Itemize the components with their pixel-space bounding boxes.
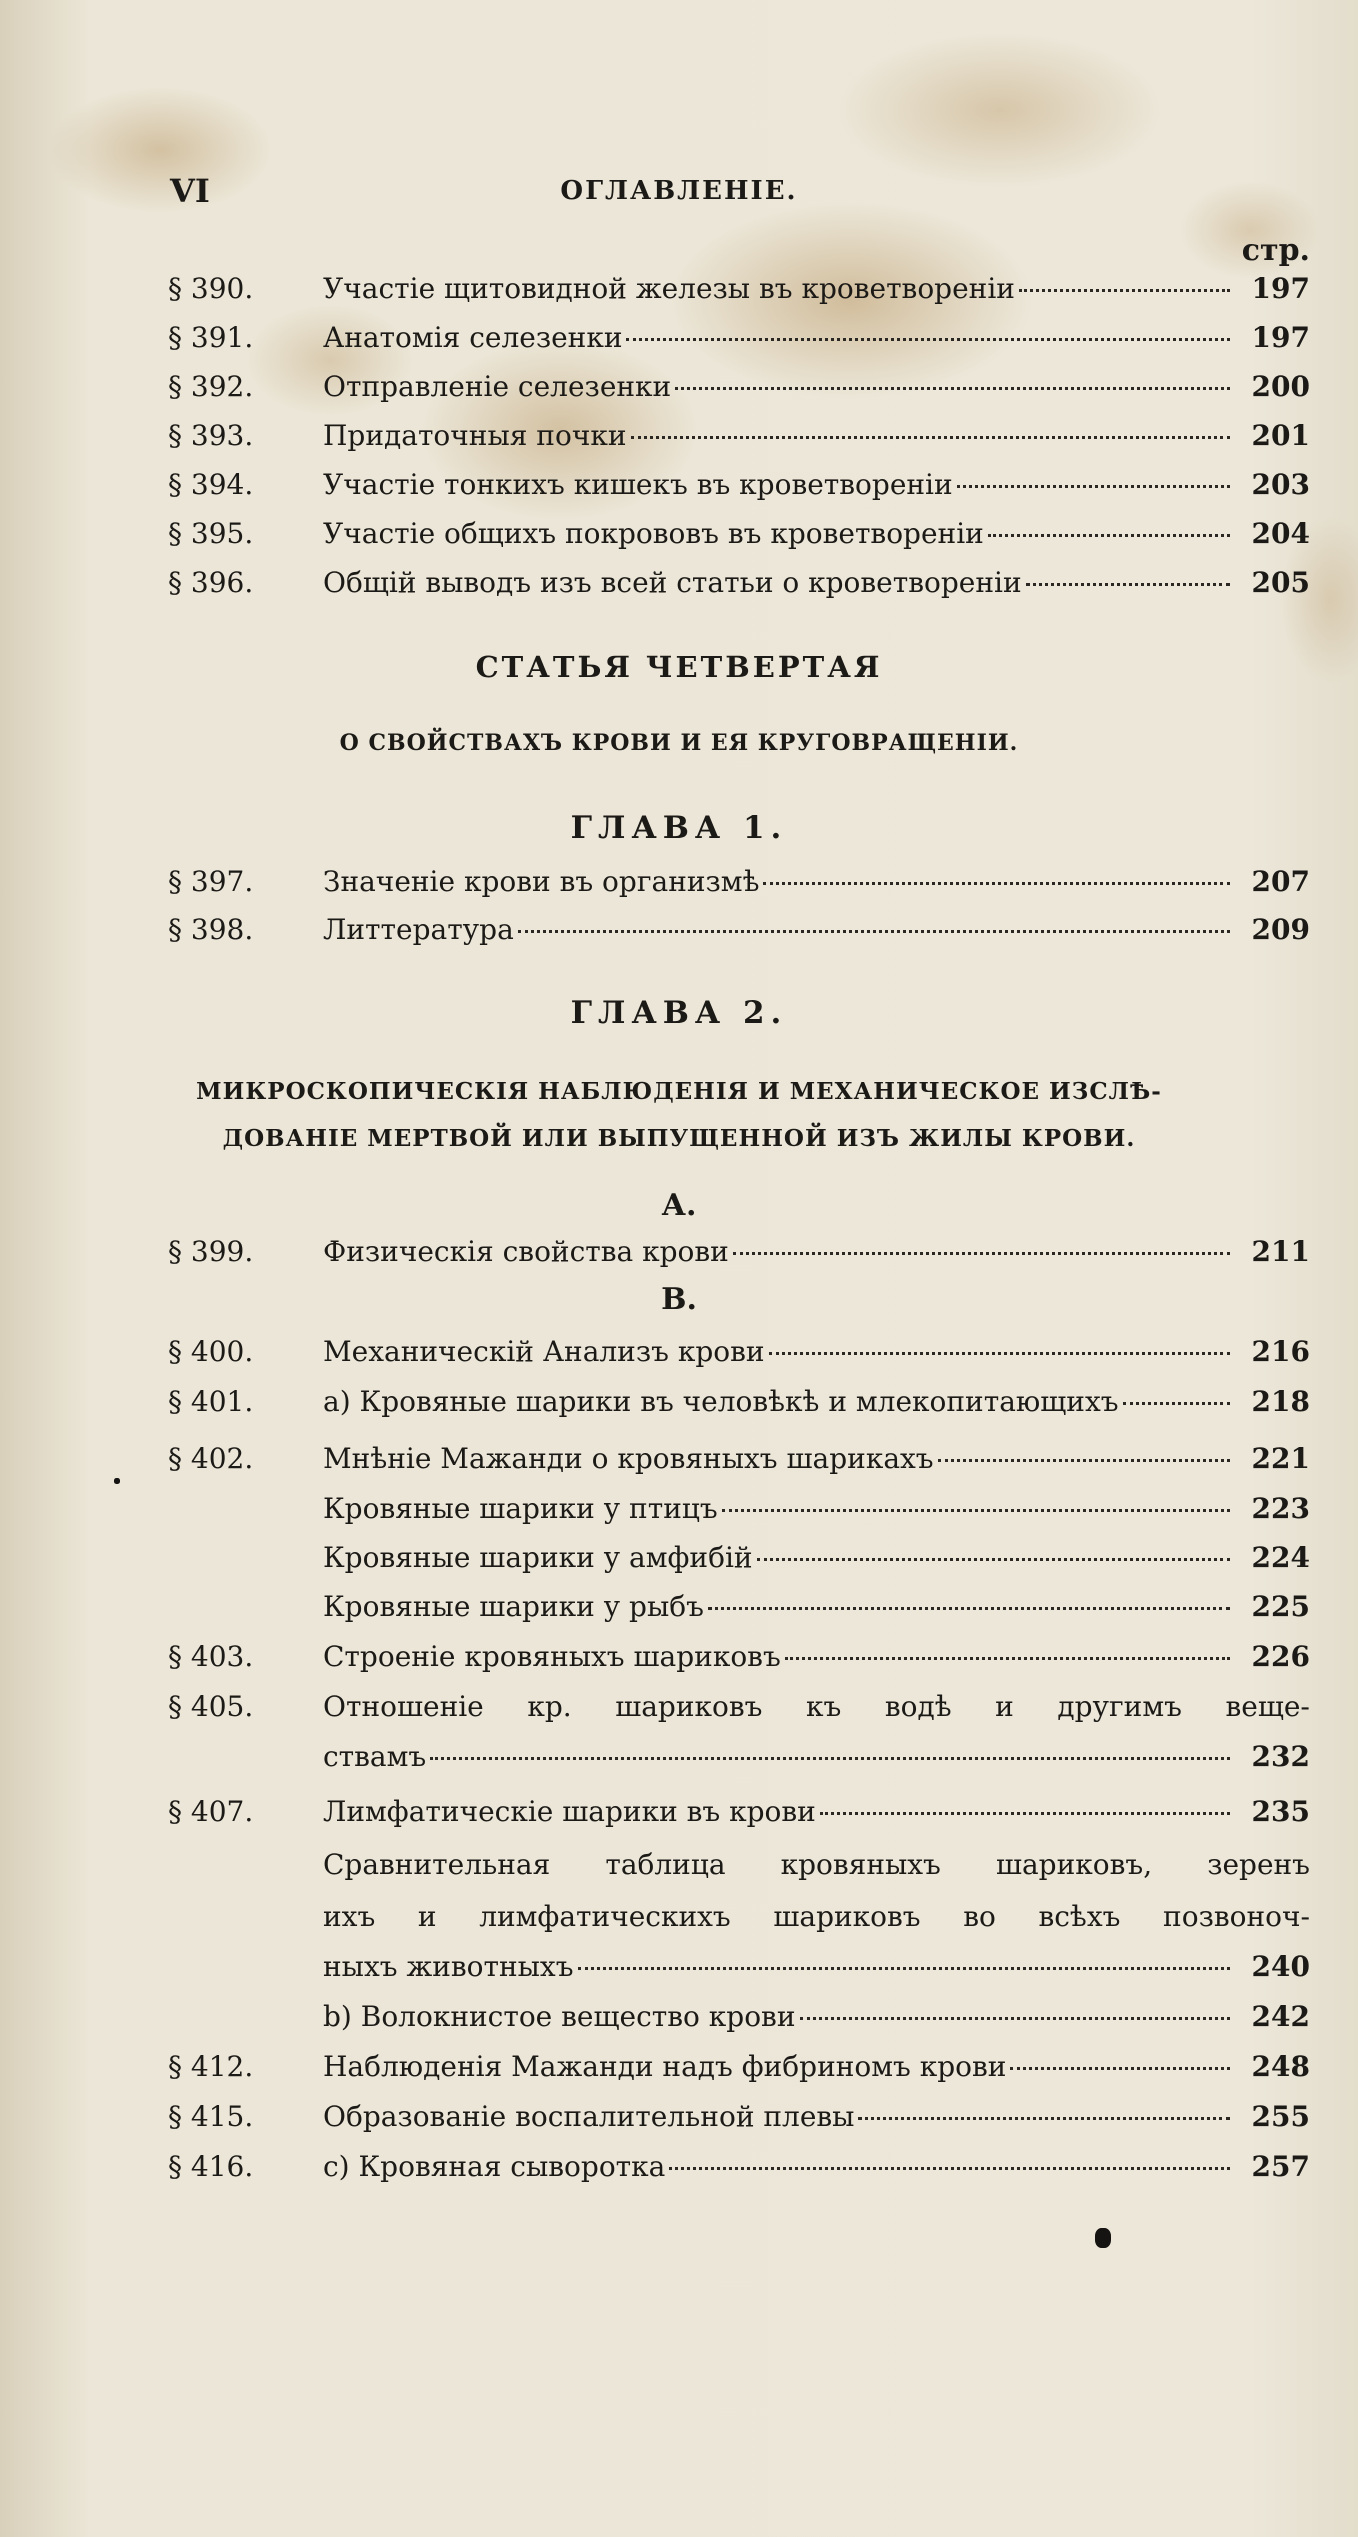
section-number: § 402. [168, 1442, 254, 1475]
toc-subentry-amphibians [168, 1541, 1310, 1587]
entry-page: 255 [1251, 2100, 1310, 2133]
page-title: ОГЛАВЛЕНІЕ. [560, 176, 798, 206]
entry-title: Кровяные шарики у рыбъ [323, 1590, 704, 1623]
entry-page: 205 [1251, 566, 1310, 599]
leader-dots [1123, 1402, 1230, 1405]
section-number: § 416. [168, 2150, 254, 2183]
toc-entry-398 [168, 913, 1310, 959]
toc-entry-415 [168, 2100, 1310, 2146]
section-number: § 400. [168, 1335, 254, 1368]
entry-title: Кровяные шарики у птицъ [323, 1492, 718, 1525]
toc-entry-390 [168, 272, 1310, 318]
toc-table-line2: ихъ и лимфатическихъ шариковъ во всѣхъ позвоноч- [323, 1900, 1310, 1933]
toc-entry-407 [168, 1795, 1310, 1841]
entry-title: с) Кровяная сыворотка [323, 2150, 666, 2183]
leader-dots [1019, 289, 1230, 292]
entry-page: 207 [1251, 865, 1310, 898]
section-number: § 392. [168, 370, 254, 403]
entry-page: 224 [1251, 1541, 1310, 1574]
chapter-1-heading: ГЛАВА 1. [570, 810, 788, 846]
entry-page: 204 [1251, 517, 1310, 550]
leader-dots [669, 2167, 1230, 2170]
section-number: § 415. [168, 2100, 254, 2133]
entry-title: Участіе общихъ покрововъ въ кроветвореніи [323, 517, 984, 550]
leader-dots [938, 1459, 1230, 1462]
entry-page: 209 [1251, 913, 1310, 946]
toc-entry-391 [168, 321, 1310, 367]
toc-entry-401 [168, 1385, 1310, 1431]
leader-dots [988, 534, 1230, 537]
article-subheading: О СВОЙСТВАХЪ КРОВИ И ЕЯ КРУГОВРАЩЕНІИ. [339, 730, 1019, 756]
toc-table-line1: Сравнительная таблица кровяныхъ шариковъ, зеренъ [323, 1848, 1310, 1881]
entry-title: Участіе тонкихъ кишекъ въ кроветвореніи [323, 468, 953, 501]
entry-title: Придаточныя почки [323, 419, 627, 452]
section-number: § 405. [168, 1690, 254, 1723]
section-number: § 391. [168, 321, 254, 354]
entry-title: Общій выводъ изъ всей статьи о кроветвореніи [323, 566, 1022, 599]
entry-page: 221 [1251, 1442, 1310, 1475]
entry-title: Кровяные шарики у амфибій [323, 1541, 753, 1574]
entry-title: Значеніе крови въ организмѣ [323, 865, 760, 898]
entry-title: Наблюденія Мажанди надъ фибриномъ крови [323, 2050, 1007, 2083]
leader-dots [769, 1352, 1230, 1355]
entry-page: 257 [1251, 2150, 1310, 2183]
entry-title: b) Волокнистое вещество крови [323, 2000, 796, 2033]
entry-page: 203 [1251, 468, 1310, 501]
toc-subentry-fish [168, 1590, 1310, 1636]
part-a-heading: А. [661, 1188, 697, 1223]
leader-dots [708, 1607, 1230, 1610]
section-number: § 399. [168, 1235, 254, 1268]
toc-entry-403 [168, 1640, 1310, 1686]
leader-dots [675, 387, 1230, 390]
toc-entry-393 [168, 419, 1310, 465]
section-number: § 397. [168, 865, 254, 898]
entry-page: 235 [1251, 1795, 1310, 1828]
entry-page: 200 [1251, 370, 1310, 403]
toc-subentry-birds [168, 1492, 1310, 1538]
leader-dots [518, 930, 1230, 933]
entry-page: 226 [1251, 1640, 1310, 1673]
toc-entry-405-title-line1: Отношеніе кр. шариковъ къ водѣ и другимъ веще- [323, 1690, 1310, 1723]
ink-speck-mark [114, 1478, 120, 1484]
toc-entry-392 [168, 370, 1310, 416]
toc-entry-400 [168, 1335, 1310, 1381]
toc-entry-405-line2 [168, 1740, 1310, 1786]
section-number: § 395. [168, 517, 254, 550]
page-number-roman: VI [170, 172, 210, 210]
section-number: § 393. [168, 419, 254, 452]
entry-page: 216 [1251, 1335, 1310, 1368]
entry-title: Анатомія селезенки [323, 321, 623, 354]
entry-page: 232 [1251, 1740, 1310, 1773]
leader-dots [631, 436, 1230, 439]
leader-dots [1026, 583, 1230, 586]
leader-dots [626, 338, 1230, 341]
entry-page: 225 [1251, 1590, 1310, 1623]
leader-dots [763, 882, 1230, 885]
toc-table-line3 [168, 1950, 1310, 1996]
pages-column-label: стр. [1241, 233, 1310, 268]
entry-title: Механическій Анализъ крови [323, 1335, 765, 1368]
entry-page: 201 [1251, 419, 1310, 452]
leader-dots [820, 1812, 1230, 1815]
entry-title: Лимфатическіе шарики въ крови [323, 1795, 816, 1828]
entry-title: Отправленіе селезенки [323, 370, 672, 403]
entry-title: Мнѣніе Мажанди о кровяныхъ шарикахъ [323, 1442, 934, 1475]
toc-entry-416 [168, 2150, 1310, 2196]
entry-title: Строеніе кровяныхъ шариковъ [323, 1640, 781, 1673]
article-heading: СТАТЬЯ ЧЕТВЕРТАЯ [475, 650, 883, 684]
toc-entry-402 [168, 1442, 1310, 1488]
section-number: § 396. [168, 566, 254, 599]
toc-entry-399 [168, 1235, 1310, 1281]
section-number: § 412. [168, 2050, 254, 2083]
leader-dots [757, 1558, 1230, 1561]
leader-dots [733, 1252, 1230, 1255]
section-number: § 390. [168, 272, 254, 305]
entry-page: 242 [1251, 2000, 1310, 2033]
section-number: § 394. [168, 468, 254, 501]
toc-entry-396 [168, 566, 1310, 612]
toc-subentry-fibrin [168, 2000, 1310, 2046]
toc-entry-395 [168, 517, 1310, 563]
toc-entry-412 [168, 2050, 1310, 2096]
chapter-2-heading: ГЛАВА 2. [570, 995, 788, 1031]
section-number: § 403. [168, 1640, 254, 1673]
part-b-heading: В. [661, 1282, 697, 1317]
leader-dots [785, 1657, 1230, 1660]
leader-dots [430, 1757, 1230, 1760]
entry-title: Образованіе воспалительной плевы [323, 2100, 855, 2133]
ink-blot-mark [1095, 2228, 1111, 2248]
leader-dots [858, 2117, 1230, 2120]
entry-page: 248 [1251, 2050, 1310, 2083]
chapter-2-subheading-line2: ДОВАНІЕ МЕРТВОЙ ИЛИ ВЫПУЩЕННОЙ ИЗЪ ЖИЛЫ КРОВИ. [222, 1125, 1136, 1152]
section-number: § 407. [168, 1795, 254, 1828]
toc-entry-397 [168, 865, 1310, 911]
section-number: § 398. [168, 913, 254, 946]
entry-title: Физическія свойства крови [323, 1235, 729, 1268]
entry-title: Участіе щитовидной железы въ кроветвореніи [323, 272, 1015, 305]
toc-entry-394 [168, 468, 1310, 514]
leader-dots [957, 485, 1230, 488]
entry-page: 223 [1251, 1492, 1310, 1525]
entry-title: а) Кровяные шарики въ человѣкѣ и млекопитающихъ [323, 1385, 1119, 1418]
leader-dots [722, 1509, 1230, 1512]
entry-page: 197 [1251, 321, 1310, 354]
entry-page: 240 [1251, 1950, 1310, 1983]
section-number: § 401. [168, 1385, 254, 1418]
leader-dots [1010, 2067, 1230, 2070]
chapter-2-subheading-line1: МИКРОСКОПИЧЕСКІЯ НАБЛЮДЕНІЯ И МЕХАНИЧЕСКОЕ ИЗСЛѢ- [196, 1078, 1162, 1105]
entry-page: 197 [1251, 272, 1310, 305]
leader-dots [578, 1967, 1230, 1970]
entry-title: Литтература [323, 913, 514, 946]
leader-dots [800, 2017, 1231, 2020]
entry-title: ствамъ [323, 1740, 427, 1773]
entry-page: 218 [1251, 1385, 1310, 1418]
entry-title: ныхъ животныхъ [323, 1950, 574, 1983]
entry-page: 211 [1251, 1235, 1310, 1268]
